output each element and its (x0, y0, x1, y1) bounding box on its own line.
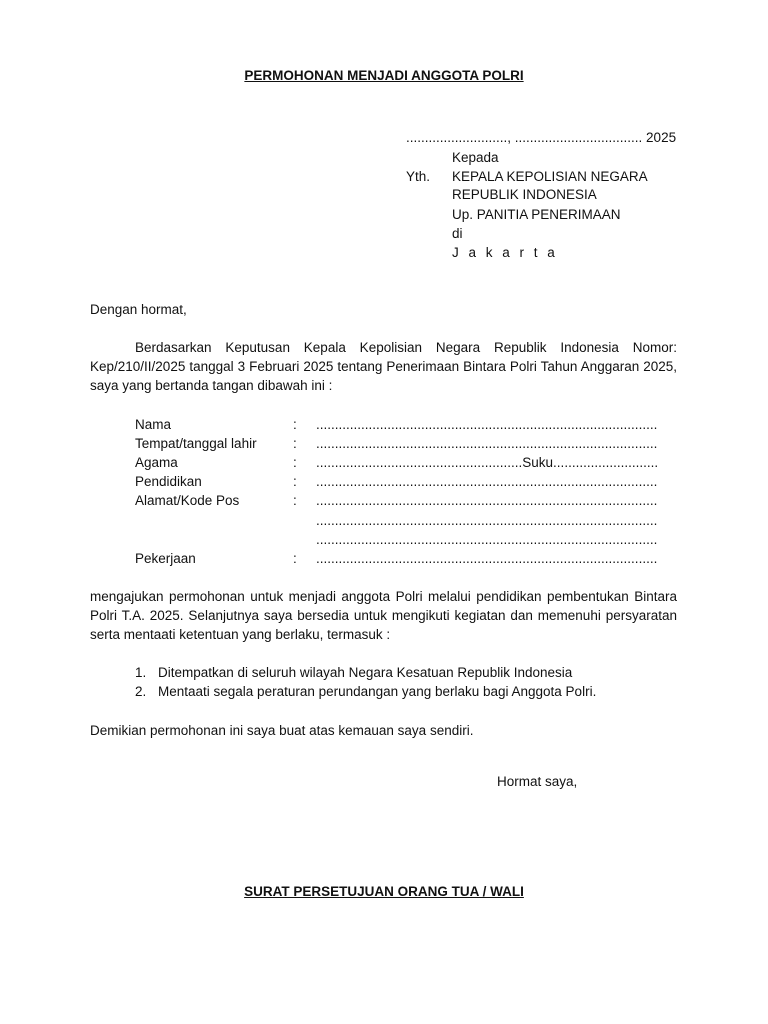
recipient-city: J a k a r t a (452, 245, 558, 260)
document-title: PERMOHONAN MENJADI ANGGOTA POLRI (244, 68, 524, 83)
field-colon: : (293, 474, 297, 489)
salutation: Dengan hormat, (90, 302, 187, 317)
recipient-di: di (452, 226, 463, 241)
body-paragraph: mengajukan permohonan untuk menjadi anggota Polri melalui pendidikan pembentukan Bintara Polri T.A. 2025. Selanjutnya saya bersedia untuk mengikuti kegiatan dan memenuhi persyaratan serta mentaati ketentuan yang berlaku, termasuk : (90, 589, 677, 642)
recipient-kepada: Kepada (452, 150, 499, 165)
field-value: ........................................................................................... (316, 493, 658, 508)
field-colon: : (293, 493, 297, 508)
closing-paragraph: Demikian permohonan ini saya buat atas kemauan saya sendiri. (90, 723, 474, 738)
list-item-text: Mentaati segala peraturan perundangan yang berlaku bagi Anggota Polri. (158, 684, 597, 699)
field-value: .......................................................Suku............................ (316, 455, 659, 470)
second-title: SURAT PERSETUJUAN ORANG TUA / WALI (244, 884, 524, 899)
date-line: ..........................., .................................. 2025 (406, 130, 677, 145)
list-item-number: 2. (135, 684, 147, 699)
field-label: Alamat/Kode Pos (135, 493, 240, 508)
field-value: ........................................................................................... (316, 474, 658, 489)
intro-paragraph: Berdasarkan Keputusan Kepala Kepolisian Negara Republik Indonesia Nomor: Kep/210/II/2025 tanggal 3 Februari 2025 tentang Penerimaan Bintara Polri Tahun Anggaran 2025, saya yang bertanda tangan dibawah ini : (90, 340, 677, 393)
field-value: ........................................................................................... (316, 417, 658, 432)
list-item-number: 1. (135, 665, 147, 680)
field-colon: : (293, 455, 297, 470)
field-value: ........................................................................................... (316, 436, 658, 451)
field-label: Nama (135, 417, 172, 432)
field-label: Pendidikan (135, 474, 202, 489)
field-value: ........................................................................................... (316, 513, 658, 528)
field-colon: : (293, 417, 297, 432)
field-value: ........................................................................................... (316, 532, 658, 547)
recipient-line1: KEPALA KEPOLISIAN NEGARA (452, 169, 648, 184)
sign-off: Hormat saya, (497, 774, 578, 789)
field-value: ........................................................................................... (316, 551, 658, 566)
field-label: Agama (135, 455, 178, 470)
field-colon: : (293, 436, 297, 451)
recipient-line2: REPUBLIK INDONESIA (452, 187, 597, 202)
recipient-yth: Yth. (406, 169, 431, 184)
field-colon: : (293, 551, 297, 566)
field-label: Tempat/tanggal lahir (135, 436, 257, 451)
list-item-text: Ditempatkan di seluruh wilayah Negara Kesatuan Republik Indonesia (158, 665, 573, 680)
recipient-line3: Up. PANITIA PENERIMAAN (452, 207, 621, 222)
field-label: Pekerjaan (135, 551, 196, 566)
